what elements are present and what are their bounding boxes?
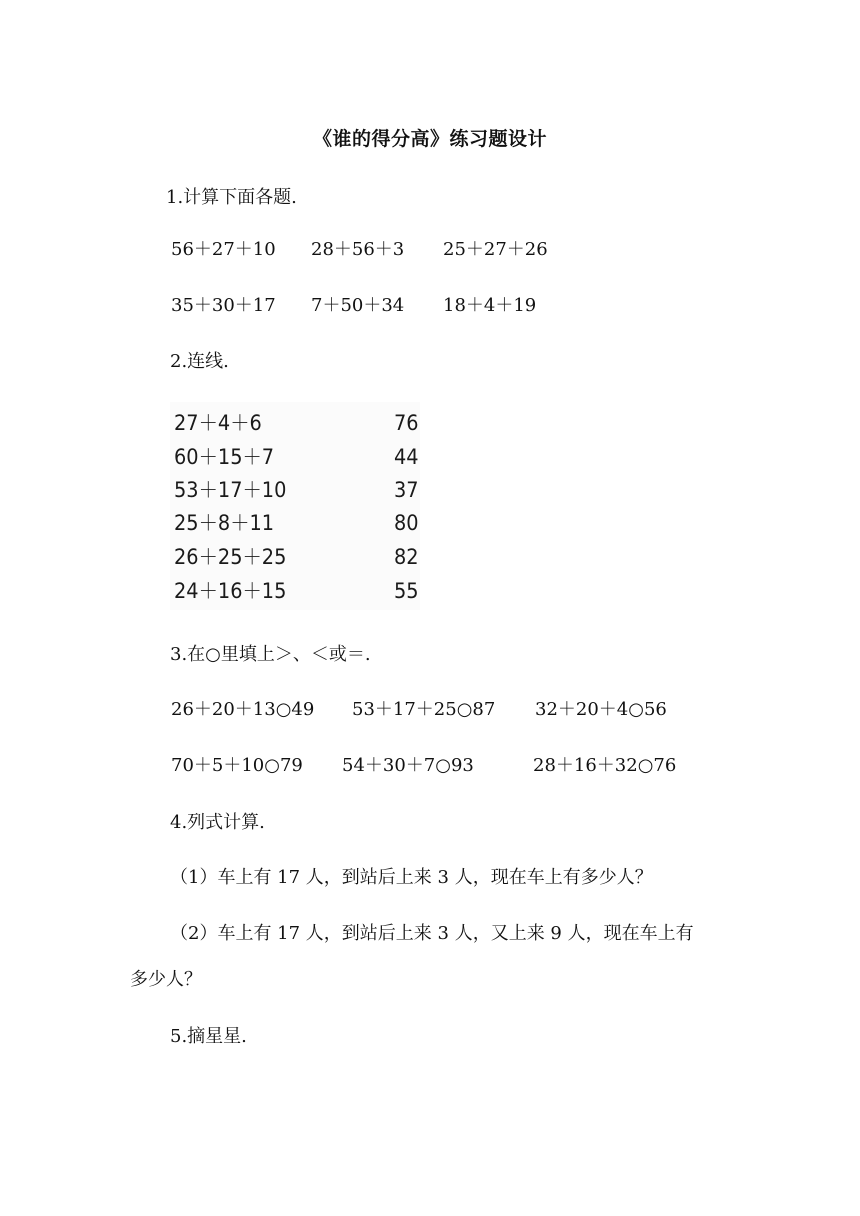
matching-right-number: 82 <box>394 545 419 569</box>
compare-problem: 54＋30＋7○93 <box>342 755 474 776</box>
matching-right-number: 37 <box>394 478 419 502</box>
matching-exercise-figure <box>170 402 420 610</box>
compare-problem: 53＋17＋25○87 <box>352 699 496 720</box>
compare-problem: 28＋16＋32○76 <box>533 755 677 776</box>
matching-right-number: 44 <box>394 445 419 469</box>
matching-left-expression: 27＋4＋6 <box>174 411 262 435</box>
matching-left-expression: 25＋8＋11 <box>174 511 275 535</box>
calc-problem: 7＋50＋34 <box>311 295 405 316</box>
word-problem-1: （1）车上有 17 人，到站后上来 3 人，现在车上有多少人？ <box>170 867 653 888</box>
word-problem-2-line1: （2）车上有 17 人，到站后上来 3 人，又上来 9 人，现在车上有 <box>170 923 694 944</box>
matching-left-expression: 26＋25＋25 <box>174 545 287 569</box>
calc-problem: 25＋27＋26 <box>443 239 548 260</box>
matching-right-number: 80 <box>394 511 419 535</box>
section2-heading: 2.连线. <box>170 351 229 372</box>
section1-heading: 1.计算下面各题. <box>166 187 297 208</box>
matching-left-expression: 60＋15＋7 <box>174 445 275 469</box>
matching-right-number: 55 <box>394 579 419 603</box>
section3-heading: 3.在○里填上＞、＜或＝. <box>170 644 371 665</box>
page-title: 《谁的得分高》练习题设计 <box>312 128 547 150</box>
compare-problem: 32＋20＋4○56 <box>535 699 667 720</box>
calc-problem: 56＋27＋10 <box>171 239 276 260</box>
calc-problem: 28＋56＋3 <box>311 239 405 260</box>
matching-left-expression: 53＋17＋10 <box>174 478 287 502</box>
matching-right-number: 76 <box>394 411 419 435</box>
calc-problem: 18＋4＋19 <box>443 295 537 316</box>
section4-heading: 4.列式计算. <box>170 812 265 833</box>
section5-heading: 5.摘星星. <box>170 1026 247 1047</box>
calc-problem: 35＋30＋17 <box>171 295 276 316</box>
compare-problem: 26＋20＋13○49 <box>171 699 315 720</box>
compare-problem: 70＋5＋10○79 <box>171 755 303 776</box>
word-problem-2-line2: 多少人？ <box>130 969 202 990</box>
matching-left-expression: 24＋16＋15 <box>174 579 287 603</box>
